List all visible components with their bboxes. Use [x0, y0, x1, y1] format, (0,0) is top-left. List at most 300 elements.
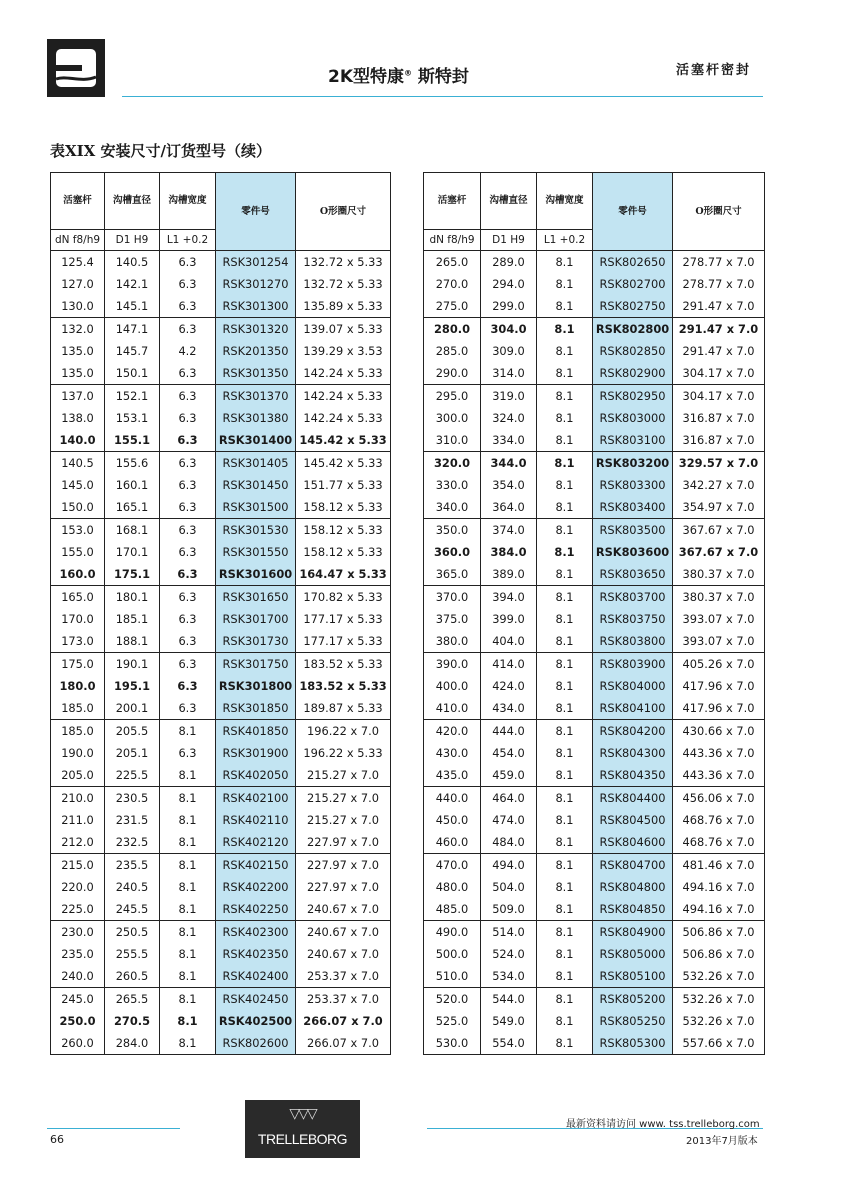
groove-diameter-cell: 354.0 — [481, 474, 537, 496]
spec-table-right-body — [424, 251, 765, 1055]
groove-width-cell: 6.3 — [160, 273, 216, 295]
oring-size-cell: 139.07 x 5.33 — [296, 318, 391, 341]
groove-width-cell: 8.1 — [160, 988, 216, 1011]
groove-diameter-cell: 245.5 — [105, 898, 160, 921]
rod-cell: 235.0 — [51, 943, 105, 965]
table-row — [51, 295, 391, 318]
rod-cell: 530.0 — [424, 1032, 481, 1055]
oring-size-cell: 316.87 x 7.0 — [673, 429, 765, 452]
oring-size-cell: 380.37 x 7.0 — [673, 586, 765, 609]
part-number-cell: RSK402100 — [216, 787, 296, 810]
rod-cell: 500.0 — [424, 943, 481, 965]
oring-size-cell: 253.37 x 7.0 — [296, 988, 391, 1011]
table-row — [424, 854, 765, 877]
rod-cell: 130.0 — [51, 295, 105, 318]
col-groove-diameter-tolerance: D1 H9 — [105, 230, 160, 251]
oring-size-cell: 196.22 x 7.0 — [296, 720, 391, 743]
table-row — [51, 563, 391, 586]
table-row — [51, 697, 391, 720]
groove-diameter-cell: 235.5 — [105, 854, 160, 877]
table-row — [424, 251, 765, 274]
oring-size-cell: 304.17 x 7.0 — [673, 362, 765, 385]
table-row — [424, 340, 765, 362]
groove-diameter-cell: 484.0 — [481, 831, 537, 854]
seal-profile-icon — [47, 39, 105, 97]
table-row — [51, 251, 391, 274]
groove-width-cell: 4.2 — [160, 340, 216, 362]
table-row — [424, 385, 765, 408]
section-label: 活塞杆密封 — [676, 63, 752, 78]
groove-diameter-cell: 205.5 — [105, 720, 160, 743]
table-row — [51, 541, 391, 563]
groove-width-cell: 6.3 — [160, 519, 216, 542]
part-number-cell: RSK804400 — [593, 787, 673, 810]
oring-size-cell: 183.52 x 5.33 — [296, 675, 391, 697]
part-number-cell: RSK805000 — [593, 943, 673, 965]
groove-width-cell: 8.1 — [537, 965, 593, 988]
table-row — [51, 429, 391, 452]
oring-size-cell: 158.12 x 5.33 — [296, 519, 391, 542]
footer-divider-left — [47, 1128, 180, 1129]
table-row — [424, 831, 765, 854]
table-row — [424, 653, 765, 676]
part-number-cell: RSK301650 — [216, 586, 296, 609]
table-row — [51, 809, 391, 831]
part-number-cell: RSK803500 — [593, 519, 673, 542]
oring-size-cell: 227.97 x 7.0 — [296, 876, 391, 898]
rod-cell: 330.0 — [424, 474, 481, 496]
rod-cell: 245.0 — [51, 988, 105, 1011]
oring-size-cell: 240.67 x 7.0 — [296, 898, 391, 921]
oring-size-cell: 405.26 x 7.0 — [673, 653, 765, 676]
part-number-cell: RSK402250 — [216, 898, 296, 921]
rod-cell: 137.0 — [51, 385, 105, 408]
table-row — [424, 630, 765, 653]
footer-edition: 2013年7月版本 — [686, 1136, 758, 1147]
table-row — [51, 898, 391, 921]
rod-cell: 380.0 — [424, 630, 481, 653]
groove-diameter-cell: 265.5 — [105, 988, 160, 1011]
oring-size-cell: 443.36 x 7.0 — [673, 742, 765, 764]
col-part-number: 零件号 — [216, 173, 296, 251]
groove-diameter-cell: 153.1 — [105, 407, 160, 429]
groove-diameter-cell: 250.5 — [105, 921, 160, 944]
table-row — [51, 988, 391, 1011]
oring-size-cell: 417.96 x 7.0 — [673, 675, 765, 697]
groove-diameter-cell: 142.1 — [105, 273, 160, 295]
groove-width-cell: 6.3 — [160, 586, 216, 609]
groove-width-cell: 6.3 — [160, 563, 216, 586]
oring-size-cell: 506.86 x 7.0 — [673, 921, 765, 944]
oring-size-cell: 189.87 x 5.33 — [296, 697, 391, 720]
oring-size-cell: 183.52 x 5.33 — [296, 653, 391, 676]
part-number-cell: RSK802900 — [593, 362, 673, 385]
part-number-cell: RSK301600 — [216, 563, 296, 586]
part-number-cell: RSK803600 — [593, 541, 673, 563]
part-number-cell: RSK301700 — [216, 608, 296, 630]
groove-diameter-cell: 474.0 — [481, 809, 537, 831]
col-rod-tolerance: dN f8/h9 — [424, 230, 481, 251]
groove-diameter-cell: 494.0 — [481, 854, 537, 877]
groove-width-cell: 6.3 — [160, 318, 216, 341]
part-number-cell: RSK402200 — [216, 876, 296, 898]
rod-cell: 270.0 — [424, 273, 481, 295]
part-number-cell: RSK301350 — [216, 362, 296, 385]
part-number-cell: RSK301550 — [216, 541, 296, 563]
table-row — [424, 720, 765, 743]
part-number-cell: RSK802800 — [593, 318, 673, 341]
groove-width-cell: 6.3 — [160, 385, 216, 408]
rod-cell: 275.0 — [424, 295, 481, 318]
part-number-cell: RSK402150 — [216, 854, 296, 877]
oring-size-cell: 158.12 x 5.33 — [296, 541, 391, 563]
part-number-cell: RSK201350 — [216, 340, 296, 362]
part-number-cell: RSK301850 — [216, 697, 296, 720]
rod-cell: 185.0 — [51, 720, 105, 743]
rod-cell: 285.0 — [424, 340, 481, 362]
part-number-cell: RSK804700 — [593, 854, 673, 877]
groove-diameter-cell: 524.0 — [481, 943, 537, 965]
table-row — [51, 1010, 391, 1032]
oring-size-cell: 494.16 x 7.0 — [673, 898, 765, 921]
groove-diameter-cell: 534.0 — [481, 965, 537, 988]
col-groove-width-tolerance: L1 +0.2 — [160, 230, 216, 251]
table-row — [424, 407, 765, 429]
groove-width-cell: 8.1 — [537, 295, 593, 318]
part-number-cell: RSK301530 — [216, 519, 296, 542]
groove-diameter-cell: 289.0 — [481, 251, 537, 274]
groove-diameter-cell: 324.0 — [481, 407, 537, 429]
trelleborg-logo-text: TRELLEBORG — [257, 1131, 348, 1147]
part-number-cell: RSK803400 — [593, 496, 673, 519]
part-number-cell: RSK301370 — [216, 385, 296, 408]
table-row — [424, 898, 765, 921]
groove-width-cell: 8.1 — [537, 1010, 593, 1032]
oring-size-cell: 393.07 x 7.0 — [673, 608, 765, 630]
part-number-cell: RSK802650 — [593, 251, 673, 274]
groove-diameter-cell: 255.5 — [105, 943, 160, 965]
rod-cell: 138.0 — [51, 407, 105, 429]
table-row — [51, 1032, 391, 1055]
rod-cell: 480.0 — [424, 876, 481, 898]
rod-cell: 420.0 — [424, 720, 481, 743]
groove-width-cell: 8.1 — [160, 787, 216, 810]
table-row — [424, 452, 765, 475]
groove-width-cell: 8.1 — [160, 898, 216, 921]
table-row — [424, 608, 765, 630]
groove-width-cell: 6.3 — [160, 697, 216, 720]
groove-diameter-cell: 165.1 — [105, 496, 160, 519]
rod-cell: 370.0 — [424, 586, 481, 609]
table-row — [424, 675, 765, 697]
col-oring-size: O形圈尺寸 — [673, 173, 765, 251]
groove-width-cell: 6.3 — [160, 407, 216, 429]
groove-diameter-cell: 309.0 — [481, 340, 537, 362]
groove-diameter-cell: 414.0 — [481, 653, 537, 676]
groove-diameter-cell: 225.5 — [105, 764, 160, 787]
groove-width-cell: 6.3 — [160, 251, 216, 274]
part-number-cell: RSK301400 — [216, 429, 296, 452]
part-number-cell: RSK804900 — [593, 921, 673, 944]
oring-size-cell: 367.67 x 7.0 — [673, 541, 765, 563]
groove-width-cell: 8.1 — [160, 809, 216, 831]
oring-size-cell: 215.27 x 7.0 — [296, 787, 391, 810]
part-number-cell: RSK301800 — [216, 675, 296, 697]
oring-size-cell: 142.24 x 5.33 — [296, 385, 391, 408]
footer-website-note: 最新资料请访问 www. tss.trelleborg.com — [566, 1119, 760, 1130]
part-number-cell: RSK805300 — [593, 1032, 673, 1055]
table-row — [51, 608, 391, 630]
col-groove-diameter: 沟槽直径 — [105, 173, 160, 230]
groove-width-cell: 8.1 — [537, 452, 593, 475]
table-row — [424, 1010, 765, 1032]
groove-diameter-cell: 334.0 — [481, 429, 537, 452]
table-row — [51, 385, 391, 408]
groove-width-cell: 8.1 — [537, 742, 593, 764]
oring-size-cell: 266.07 x 7.0 — [296, 1032, 391, 1055]
groove-width-cell: 8.1 — [537, 876, 593, 898]
rod-cell: 435.0 — [424, 764, 481, 787]
groove-width-cell: 8.1 — [160, 764, 216, 787]
oring-size-cell: 430.66 x 7.0 — [673, 720, 765, 743]
rod-cell: 240.0 — [51, 965, 105, 988]
rod-cell: 430.0 — [424, 742, 481, 764]
oring-size-cell: 342.27 x 7.0 — [673, 474, 765, 496]
part-number-cell: RSK402350 — [216, 943, 296, 965]
part-number-cell: RSK804850 — [593, 898, 673, 921]
groove-width-cell: 6.3 — [160, 653, 216, 676]
table-row — [51, 787, 391, 810]
table-row — [424, 362, 765, 385]
table-row — [51, 452, 391, 475]
groove-diameter-cell: 152.1 — [105, 385, 160, 408]
col-groove-width: 沟槽宽度 — [160, 173, 216, 230]
part-number-cell: RSK805250 — [593, 1010, 673, 1032]
oring-size-cell: 291.47 x 7.0 — [673, 340, 765, 362]
groove-diameter-cell: 205.1 — [105, 742, 160, 764]
groove-diameter-cell: 399.0 — [481, 608, 537, 630]
table-row — [51, 675, 391, 697]
oring-size-cell: 253.37 x 7.0 — [296, 965, 391, 988]
oring-size-cell: 227.97 x 7.0 — [296, 854, 391, 877]
groove-width-cell: 8.1 — [537, 720, 593, 743]
groove-diameter-cell: 284.0 — [105, 1032, 160, 1055]
rod-cell: 212.0 — [51, 831, 105, 854]
groove-width-cell: 6.3 — [160, 630, 216, 653]
groove-width-cell: 8.1 — [537, 251, 593, 274]
groove-diameter-cell: 384.0 — [481, 541, 537, 563]
rod-cell: 150.0 — [51, 496, 105, 519]
rod-cell: 140.0 — [51, 429, 105, 452]
rod-cell: 525.0 — [424, 1010, 481, 1032]
table-row — [51, 921, 391, 944]
oring-size-cell: 417.96 x 7.0 — [673, 697, 765, 720]
part-number-cell: RSK301750 — [216, 653, 296, 676]
oring-size-cell: 145.42 x 5.33 — [296, 429, 391, 452]
oring-size-cell: 494.16 x 7.0 — [673, 876, 765, 898]
oring-size-cell: 142.24 x 5.33 — [296, 407, 391, 429]
groove-width-cell: 6.3 — [160, 742, 216, 764]
table-row — [424, 429, 765, 452]
groove-diameter-cell: 444.0 — [481, 720, 537, 743]
groove-diameter-cell: 168.1 — [105, 519, 160, 542]
oring-size-cell: 304.17 x 7.0 — [673, 385, 765, 408]
groove-width-cell: 8.1 — [160, 1032, 216, 1055]
oring-size-cell: 132.72 x 5.33 — [296, 273, 391, 295]
part-number-cell: RSK802700 — [593, 273, 673, 295]
groove-width-cell: 6.3 — [160, 452, 216, 475]
part-number-cell: RSK804350 — [593, 764, 673, 787]
groove-diameter-cell: 404.0 — [481, 630, 537, 653]
rod-cell: 225.0 — [51, 898, 105, 921]
table-row — [424, 496, 765, 519]
part-number-cell: RSK402400 — [216, 965, 296, 988]
groove-diameter-cell: 140.5 — [105, 251, 160, 274]
groove-width-cell: 8.1 — [537, 318, 593, 341]
rod-cell: 173.0 — [51, 630, 105, 653]
rod-cell: 520.0 — [424, 988, 481, 1011]
groove-width-cell: 8.1 — [537, 519, 593, 542]
rod-cell: 153.0 — [51, 519, 105, 542]
table-row — [51, 943, 391, 965]
oring-size-cell: 443.36 x 7.0 — [673, 764, 765, 787]
groove-width-cell: 8.1 — [537, 385, 593, 408]
groove-diameter-cell: 424.0 — [481, 675, 537, 697]
groove-diameter-cell: 232.5 — [105, 831, 160, 854]
groove-width-cell: 8.1 — [537, 586, 593, 609]
rod-cell: 265.0 — [424, 251, 481, 274]
table-row — [51, 965, 391, 988]
oring-size-cell: 532.26 x 7.0 — [673, 1010, 765, 1032]
groove-width-cell: 8.1 — [537, 831, 593, 854]
groove-width-cell: 6.3 — [160, 541, 216, 563]
rod-cell: 135.0 — [51, 340, 105, 362]
rod-cell: 205.0 — [51, 764, 105, 787]
oring-size-cell: 506.86 x 7.0 — [673, 943, 765, 965]
groove-width-cell: 8.1 — [537, 854, 593, 877]
part-number-cell: RSK301380 — [216, 407, 296, 429]
oring-size-cell: 278.77 x 7.0 — [673, 273, 765, 295]
groove-width-cell: 8.1 — [160, 831, 216, 854]
spec-table-right — [423, 172, 765, 1055]
groove-diameter-cell: 299.0 — [481, 295, 537, 318]
rod-cell: 340.0 — [424, 496, 481, 519]
company-logo-mark — [47, 39, 105, 97]
table-row — [51, 318, 391, 341]
table-row — [51, 720, 391, 743]
rod-cell: 440.0 — [424, 787, 481, 810]
table-row — [424, 519, 765, 542]
part-number-cell: RSK804000 — [593, 675, 673, 697]
trelleborg-emblem-icon: ▽▽▽ — [289, 1106, 316, 1122]
oring-size-cell: 227.97 x 7.0 — [296, 831, 391, 854]
groove-diameter-cell: 459.0 — [481, 764, 537, 787]
groove-diameter-cell: 374.0 — [481, 519, 537, 542]
oring-size-cell: 177.17 x 5.33 — [296, 630, 391, 653]
groove-diameter-cell: 509.0 — [481, 898, 537, 921]
oring-size-cell: 142.24 x 5.33 — [296, 362, 391, 385]
groove-width-cell: 8.1 — [537, 630, 593, 653]
table-row — [51, 519, 391, 542]
groove-width-cell: 8.1 — [160, 876, 216, 898]
oring-size-cell: 132.72 x 5.33 — [296, 251, 391, 274]
table-row — [424, 921, 765, 944]
groove-diameter-cell: 145.7 — [105, 340, 160, 362]
table-row — [51, 586, 391, 609]
groove-diameter-cell: 170.1 — [105, 541, 160, 563]
oring-size-cell: 393.07 x 7.0 — [673, 630, 765, 653]
rod-cell: 295.0 — [424, 385, 481, 408]
part-number-cell: RSK803650 — [593, 563, 673, 586]
oring-size-cell: 240.67 x 7.0 — [296, 921, 391, 944]
groove-diameter-cell: 190.1 — [105, 653, 160, 676]
rod-cell: 485.0 — [424, 898, 481, 921]
table-row — [424, 563, 765, 586]
groove-width-cell: 8.1 — [160, 720, 216, 743]
rod-cell: 125.4 — [51, 251, 105, 274]
oring-size-cell: 329.57 x 7.0 — [673, 452, 765, 475]
trelleborg-logo — [245, 1100, 360, 1158]
groove-width-cell: 8.1 — [160, 854, 216, 877]
spec-table-left — [50, 172, 391, 1055]
rod-cell: 310.0 — [424, 429, 481, 452]
part-number-cell: RSK803100 — [593, 429, 673, 452]
oring-size-cell: 481.46 x 7.0 — [673, 854, 765, 877]
groove-diameter-cell: 319.0 — [481, 385, 537, 408]
table-row — [424, 273, 765, 295]
rod-cell: 160.0 — [51, 563, 105, 586]
rod-cell: 127.0 — [51, 273, 105, 295]
groove-width-cell: 8.1 — [537, 429, 593, 452]
rod-cell: 460.0 — [424, 831, 481, 854]
part-number-cell: RSK301450 — [216, 474, 296, 496]
part-number-cell: RSK804100 — [593, 697, 673, 720]
groove-width-cell: 8.1 — [537, 407, 593, 429]
groove-diameter-cell: 314.0 — [481, 362, 537, 385]
oring-size-cell: 532.26 x 7.0 — [673, 965, 765, 988]
oring-size-cell: 291.47 x 7.0 — [673, 295, 765, 318]
col-oring-size: O形圈尺寸 — [296, 173, 391, 251]
part-number-cell: RSK805200 — [593, 988, 673, 1011]
rod-cell: 145.0 — [51, 474, 105, 496]
table-row — [51, 474, 391, 496]
table-row — [51, 653, 391, 676]
part-number-cell: RSK802600 — [216, 1032, 296, 1055]
rod-cell: 185.0 — [51, 697, 105, 720]
groove-width-cell: 8.1 — [537, 764, 593, 787]
col-groove-diameter-tolerance: D1 H9 — [481, 230, 537, 251]
groove-width-cell: 8.1 — [537, 809, 593, 831]
table-row — [51, 496, 391, 519]
part-number-cell: RSK805100 — [593, 965, 673, 988]
groove-diameter-cell: 155.1 — [105, 429, 160, 452]
table-row — [424, 943, 765, 965]
rod-cell: 260.0 — [51, 1032, 105, 1055]
groove-diameter-cell: 150.1 — [105, 362, 160, 385]
rod-cell: 250.0 — [51, 1010, 105, 1032]
rod-cell: 375.0 — [424, 608, 481, 630]
part-number-cell: RSK803900 — [593, 653, 673, 676]
table-row — [424, 541, 765, 563]
groove-diameter-cell: 230.5 — [105, 787, 160, 810]
groove-width-cell: 8.1 — [537, 608, 593, 630]
oring-size-cell: 532.26 x 7.0 — [673, 988, 765, 1011]
groove-width-cell: 8.1 — [537, 943, 593, 965]
rod-cell: 135.0 — [51, 362, 105, 385]
part-number-cell: RSK402300 — [216, 921, 296, 944]
oring-size-cell: 215.27 x 7.0 — [296, 764, 391, 787]
groove-diameter-cell: 145.1 — [105, 295, 160, 318]
